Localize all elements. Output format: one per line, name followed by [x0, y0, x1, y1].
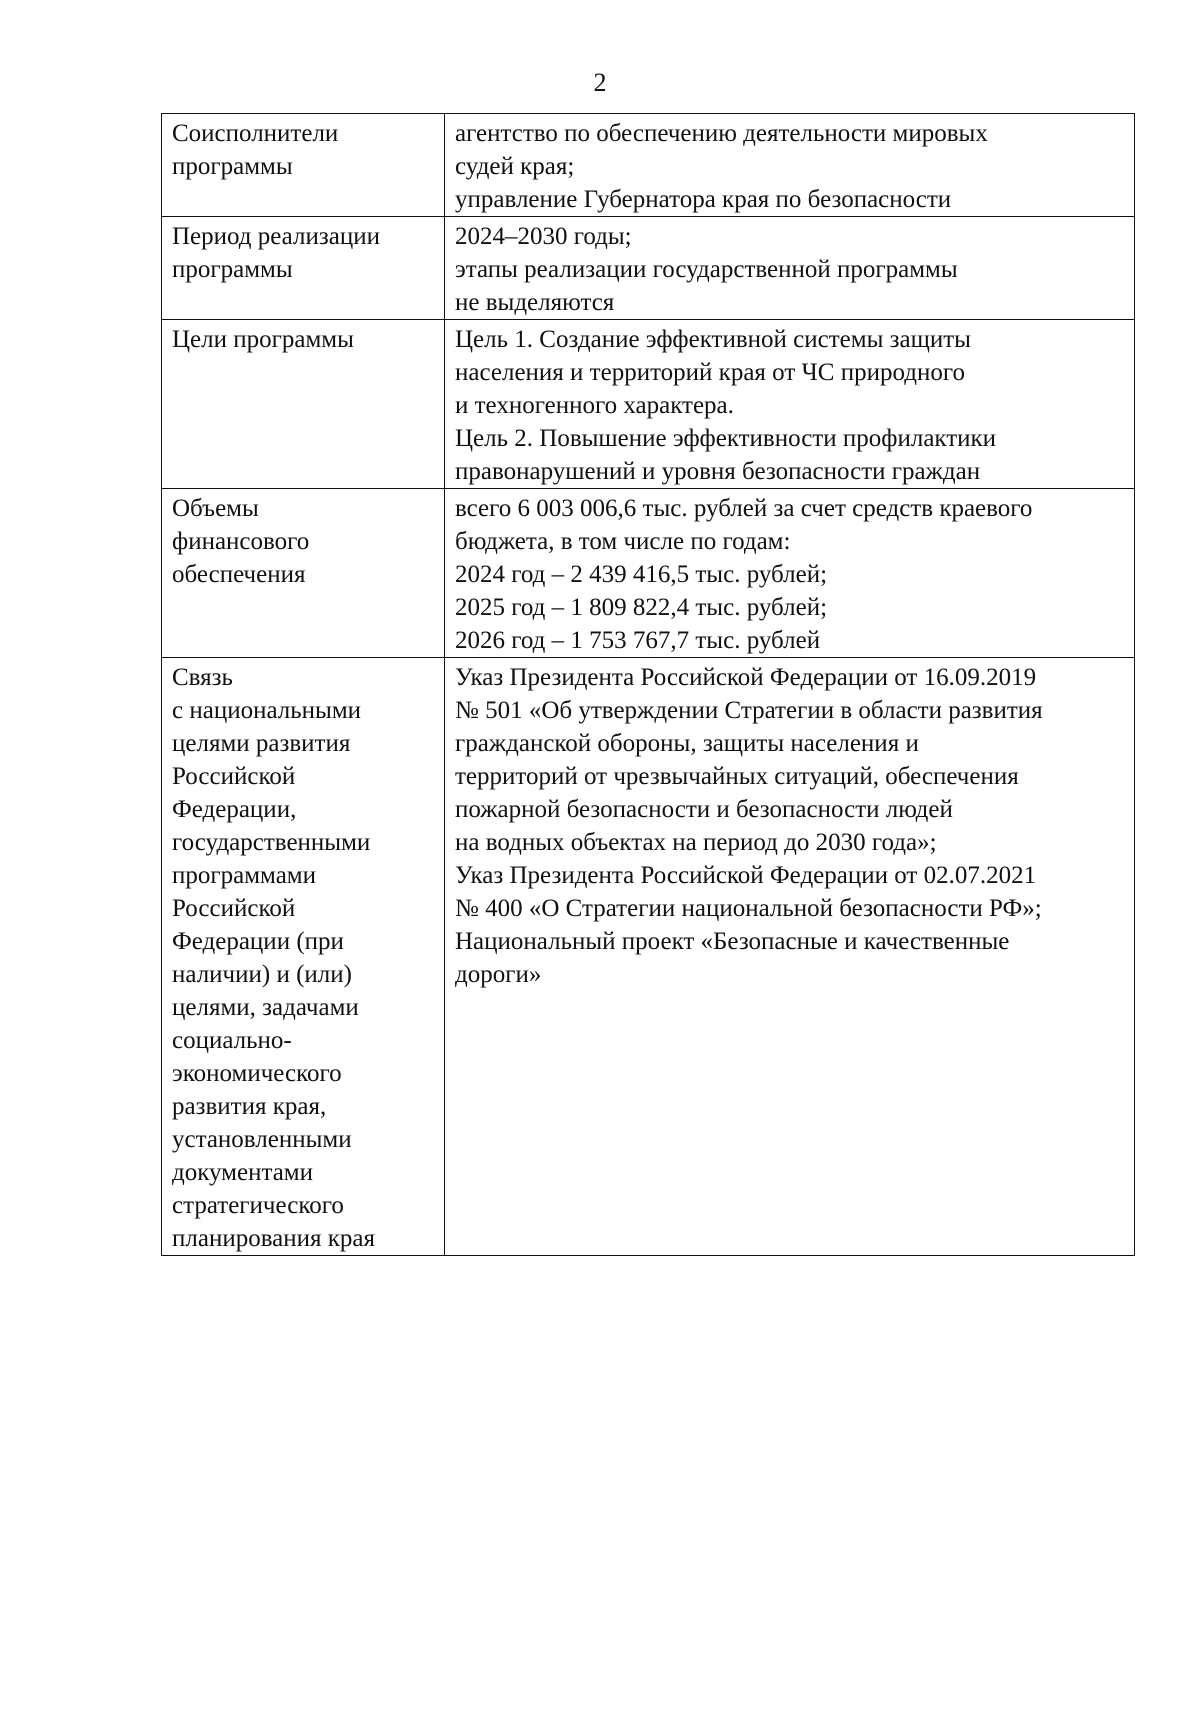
- label-line: Федерации (при: [172, 928, 344, 955]
- row-label-period: [162, 217, 445, 320]
- value-line: бюджета, в том числе по годам:: [455, 528, 791, 555]
- row-label-co-executors: [162, 114, 445, 217]
- label-line: Объемы: [172, 495, 259, 522]
- value-line: 2025 год – 1 809 822,4 тыс. рублей;: [455, 594, 828, 621]
- row-value-co-executors: [445, 114, 1135, 217]
- row-value-period: [445, 217, 1135, 320]
- value-line: дороги»: [455, 961, 542, 988]
- value-line: правонарушений и уровня безопасности граждан: [455, 458, 981, 485]
- label-line: Период реализации: [172, 223, 380, 250]
- value-line: управление Губернатора края по безопасности: [455, 186, 952, 213]
- row-label-goals: [162, 320, 445, 489]
- label-line: Российской: [172, 895, 296, 922]
- label-line: Связь: [172, 664, 233, 691]
- value-line: населения и территорий края от ЧС природного: [455, 359, 965, 386]
- value-line: 2026 год – 1 753 767,7 тыс. рублей: [455, 627, 821, 654]
- value-line: не выделяются: [455, 289, 615, 316]
- value-line: 2024–2030 годы;: [455, 223, 632, 250]
- label-line: Российской: [172, 763, 296, 790]
- table-row-co-executors: [162, 114, 1135, 217]
- label-line: социально-: [172, 1027, 292, 1054]
- row-label-national-goals: [162, 658, 445, 1256]
- label-line: развития края,: [172, 1093, 327, 1120]
- value-line: Указ Президента Российской Федерации от 02.07.2021: [455, 862, 1037, 889]
- value-line: на водных объектах на период до 2030 года»;: [455, 829, 937, 856]
- value-line: Цель 1. Создание эффективной системы защиты: [455, 326, 971, 353]
- label-line: целями развития: [172, 730, 351, 757]
- label-line: Цели программы: [172, 326, 354, 353]
- row-value-goals: [445, 320, 1135, 489]
- value-line: 2024 год – 2 439 416,5 тыс. рублей;: [455, 561, 828, 588]
- label-line: программы: [172, 256, 293, 283]
- page-number: 2: [593, 68, 607, 97]
- row-value-national-goals: [445, 658, 1135, 1256]
- table-row-period: [162, 217, 1135, 320]
- label-line: планирования края: [172, 1225, 376, 1252]
- value-line: гражданской обороны, защиты населения и: [455, 730, 919, 757]
- value-line: территорий от чрезвычайных ситуаций, обеспечения: [455, 763, 1019, 790]
- label-line: обеспечения: [172, 561, 306, 588]
- value-line: всего 6 003 006,6 тыс. рублей за счет средств краевого: [455, 495, 1033, 522]
- table-row-goals: [162, 320, 1135, 489]
- label-line: программы: [172, 153, 293, 180]
- value-line: Указ Президента Российской Федерации от 16.09.2019: [455, 664, 1037, 691]
- label-line: Федерации,: [172, 796, 297, 823]
- value-line: судей края;: [455, 153, 575, 180]
- value-line: пожарной безопасности и безопасности людей: [455, 796, 953, 823]
- value-line: № 501 «Об утверждении Стратегии в области развития: [455, 697, 1043, 724]
- table-row-funding: [162, 489, 1135, 658]
- label-line: с национальными: [172, 697, 362, 724]
- label-line: финансового: [172, 528, 310, 555]
- label-line: документами: [172, 1159, 314, 1186]
- label-line: наличии) и (или): [172, 961, 352, 988]
- label-line: целями, задачами: [172, 994, 359, 1021]
- row-label-funding: [162, 489, 445, 658]
- value-line: Цель 2. Повышение эффективности профилактики: [455, 425, 997, 452]
- program-passport-table: [161, 113, 1135, 1256]
- label-line: экономического: [172, 1060, 342, 1087]
- row-value-funding: [445, 489, 1135, 658]
- table-row-national-goals: [162, 658, 1135, 1256]
- value-line: Национальный проект «Безопасные и качественные: [455, 928, 1010, 955]
- label-line: программами: [172, 862, 316, 889]
- value-line: этапы реализации государственной программы: [455, 256, 958, 283]
- label-line: установленными: [172, 1126, 352, 1153]
- label-line: стратегического: [172, 1192, 344, 1219]
- value-line: агентство по обеспечению деятельности мировых: [455, 120, 988, 147]
- value-line: № 400 «О Стратегии национальной безопасности РФ»;: [455, 895, 1042, 922]
- label-line: государственными: [172, 829, 371, 856]
- label-line: Соисполнители: [172, 120, 339, 147]
- value-line: и техногенного характера.: [455, 392, 734, 419]
